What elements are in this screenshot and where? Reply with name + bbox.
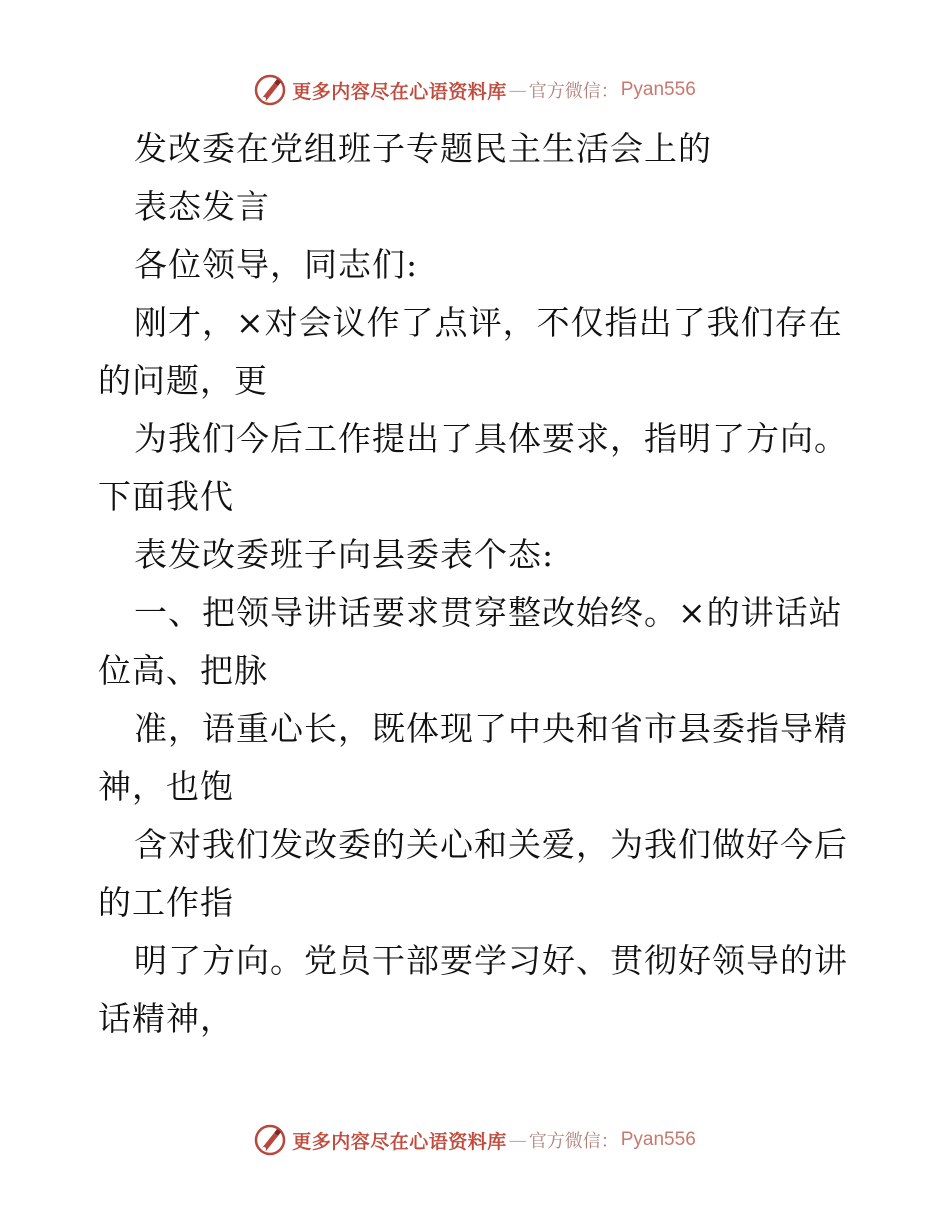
pen-logo-icon	[254, 1124, 286, 1156]
banner-wechat-label: 官方微信：	[528, 1131, 619, 1152]
banner-dash: —	[508, 79, 527, 101]
doc-title-line-2: 表态发言	[134, 187, 270, 226]
doc-paragraph-line: 的问题，更	[98, 361, 268, 400]
doc-paragraph-line: 表发改委班子向县委表个态:	[134, 535, 555, 574]
pen-logo-icon	[254, 74, 286, 106]
doc-paragraph-line: 位高、把脉	[98, 651, 268, 690]
doc-paragraph-line: 话精神，	[98, 999, 234, 1038]
footer-watermark-banner	[0, 1120, 950, 1160]
document-body	[98, 120, 858, 1048]
doc-paragraph-line: 含对我们发改委的关心和关爱，为我们做好今后	[134, 825, 848, 864]
banner-main-text: 更多内容尽在心语资料库	[292, 1130, 507, 1153]
doc-salutation: 各位领导，同志们:	[134, 245, 419, 284]
doc-paragraph-line: 神，也饱	[98, 767, 234, 806]
banner-wechat-id: Pyan556	[620, 1129, 696, 1150]
banner-dash: —	[508, 1129, 527, 1151]
banner-main-text: 更多内容尽在心语资料库	[292, 80, 507, 103]
doc-paragraph-line: 下面我代	[98, 477, 234, 516]
doc-paragraph-line: 明了方向。党员干部要学习好、贯彻好领导的讲	[134, 941, 848, 980]
doc-paragraph-line: 的工作指	[98, 883, 234, 922]
doc-paragraph-line: 为我们今后工作提出了具体要求，指明了方向。	[134, 419, 848, 458]
doc-paragraph-line: 一、把领导讲话要求贯穿整改始终。×的讲话站	[134, 593, 843, 632]
banner-wechat-id: Pyan556	[620, 79, 696, 100]
header-watermark-banner	[0, 70, 950, 110]
doc-paragraph-line: 准，语重心长，既体现了中央和省市县委指导精	[134, 709, 848, 748]
doc-paragraph-line: 刚才，×对会议作了点评，不仅指出了我们存在	[134, 303, 843, 342]
banner-wechat-label: 官方微信：	[528, 81, 619, 102]
doc-title-line-1: 发改委在党组班子专题民主生活会上的	[134, 129, 712, 168]
